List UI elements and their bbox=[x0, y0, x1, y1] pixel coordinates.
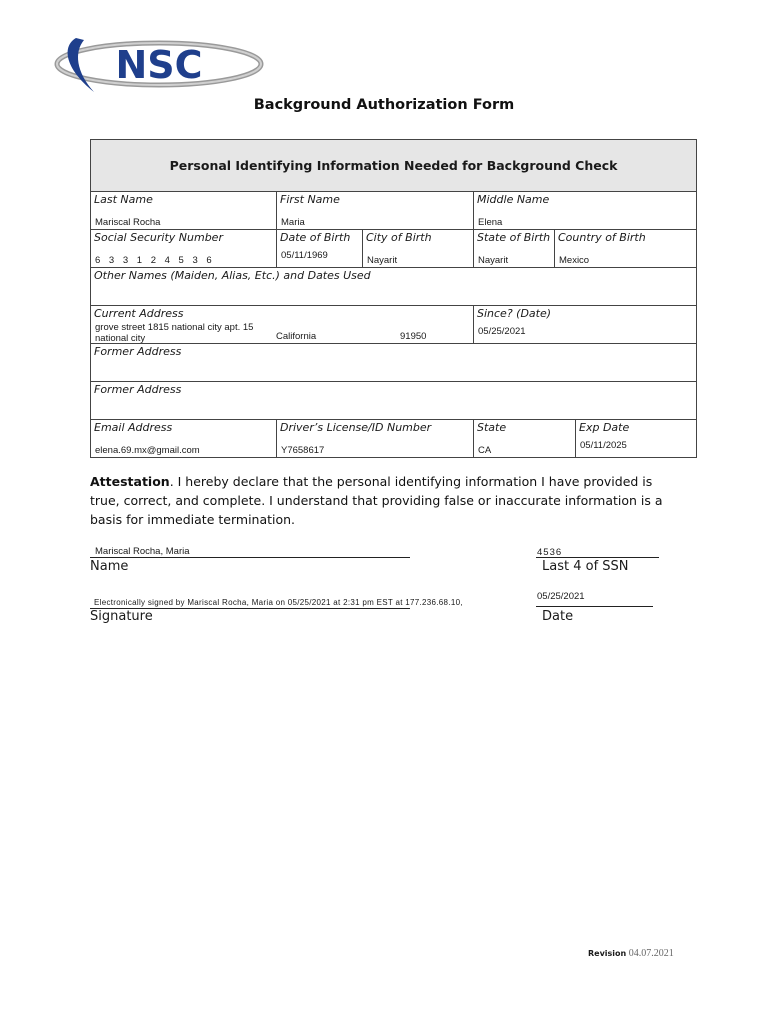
dob-label: Date of Birth bbox=[280, 231, 351, 244]
exp-date-value: 05/11/2025 bbox=[580, 440, 627, 451]
dob-field[interactable] bbox=[277, 230, 363, 268]
license-label: Driver’s License/ID Number bbox=[280, 421, 432, 434]
last-name-value: Mariscal Rocha bbox=[95, 217, 161, 228]
form-title: Background Authorization Form bbox=[253, 97, 515, 113]
date-label: Date bbox=[542, 609, 574, 624]
former-address-1-field[interactable] bbox=[91, 344, 697, 382]
name-value: Mariscal Rocha, Maria bbox=[95, 546, 190, 557]
date-line bbox=[536, 606, 653, 607]
address-zip: 91950 bbox=[400, 331, 427, 342]
current-address-street bbox=[95, 322, 253, 344]
middle-name-value: Elena bbox=[478, 217, 503, 228]
address-line-1: grove street 1815 national city apt. 15 bbox=[95, 322, 254, 333]
country-birth-field[interactable] bbox=[555, 230, 697, 268]
signature-label: Signature bbox=[90, 609, 153, 624]
ssn4-line bbox=[536, 557, 659, 558]
state-label: State bbox=[477, 421, 507, 434]
middle-name-field[interactable] bbox=[474, 192, 697, 230]
country-birth-value: Mexico bbox=[559, 255, 590, 266]
former-address-2-field[interactable] bbox=[91, 382, 697, 420]
email-field[interactable] bbox=[91, 420, 277, 458]
other-names-field[interactable] bbox=[91, 268, 697, 306]
former-address-1-label: Former Address bbox=[94, 345, 182, 358]
electronic-signature: Electronically signed by Mariscal Rocha, Maria on 05/25/2021 at 2:31 pm EST at 177.236.68.10, bbox=[94, 598, 463, 607]
last-name-label: Last Name bbox=[94, 193, 153, 206]
ssn-label: Social Security Number bbox=[94, 231, 223, 244]
state-value: CA bbox=[478, 445, 492, 456]
logo-text: NSC bbox=[115, 43, 203, 87]
city-birth-value: Nayarit bbox=[367, 255, 398, 266]
city-birth-label: City of Birth bbox=[366, 231, 432, 244]
state-field[interactable] bbox=[474, 420, 576, 458]
personal-info-table bbox=[90, 139, 697, 458]
attestation-paragraph bbox=[90, 472, 680, 529]
ssn4-label: Last 4 of SSN bbox=[542, 559, 629, 574]
email-label: Email Address bbox=[94, 421, 173, 434]
revision-note bbox=[588, 948, 674, 959]
other-names-label: Other Names (Maiden, Alias, Etc.) and Dates Used bbox=[94, 269, 371, 282]
since-date-label: Since? (Date) bbox=[477, 307, 552, 320]
state-birth-label: State of Birth bbox=[477, 231, 551, 244]
city-birth-field[interactable] bbox=[363, 230, 474, 268]
since-date-value: 05/25/2021 bbox=[478, 326, 526, 337]
first-name-value: Maria bbox=[281, 217, 305, 228]
address-state: California bbox=[276, 331, 317, 342]
former-address-2-label: Former Address bbox=[94, 383, 182, 396]
license-value: Y7658617 bbox=[281, 445, 325, 456]
nsc-logo bbox=[54, 34, 264, 96]
last-name-field[interactable] bbox=[91, 192, 277, 230]
name-line bbox=[90, 557, 410, 558]
exp-date-label: Exp Date bbox=[579, 421, 630, 434]
first-name-label: First Name bbox=[280, 193, 340, 206]
ssn-field[interactable] bbox=[91, 230, 277, 268]
ssn4-value: 4536 bbox=[537, 547, 563, 558]
dob-value: 05/11/1969 bbox=[281, 250, 328, 261]
country-birth-label: Country of Birth bbox=[558, 231, 646, 244]
first-name-field[interactable] bbox=[277, 192, 474, 230]
name-label: Name bbox=[90, 559, 129, 574]
state-birth-value: Nayarit bbox=[478, 255, 509, 266]
ssn-value: 6 3 3 1 2 4 5 3 6 bbox=[95, 255, 215, 266]
state-birth-field[interactable] bbox=[474, 230, 555, 268]
revision-label: Revision bbox=[588, 949, 627, 958]
revision-date: 04.07.2021 bbox=[628, 948, 674, 959]
date-value: 05/25/2021 bbox=[537, 591, 585, 602]
license-field[interactable] bbox=[277, 420, 474, 458]
attestation-text: . I hereby declare that the personal identifying information I have provided is true, correct, and complete. I understand that providing false or inaccurate information is a basis for immediate termination. bbox=[90, 474, 663, 527]
table-header: Personal Identifying Information Needed for Background Check bbox=[91, 140, 697, 192]
attestation-heading: Attestation bbox=[90, 474, 170, 489]
since-date-field[interactable] bbox=[474, 306, 697, 344]
exp-date-field[interactable] bbox=[576, 420, 697, 458]
current-address-field[interactable] bbox=[91, 306, 474, 344]
middle-name-label: Middle Name bbox=[477, 193, 550, 206]
address-line-2: national city bbox=[95, 333, 146, 344]
current-address-label: Current Address bbox=[94, 307, 184, 320]
email-value: elena.69.mx@gmail.com bbox=[95, 445, 200, 456]
